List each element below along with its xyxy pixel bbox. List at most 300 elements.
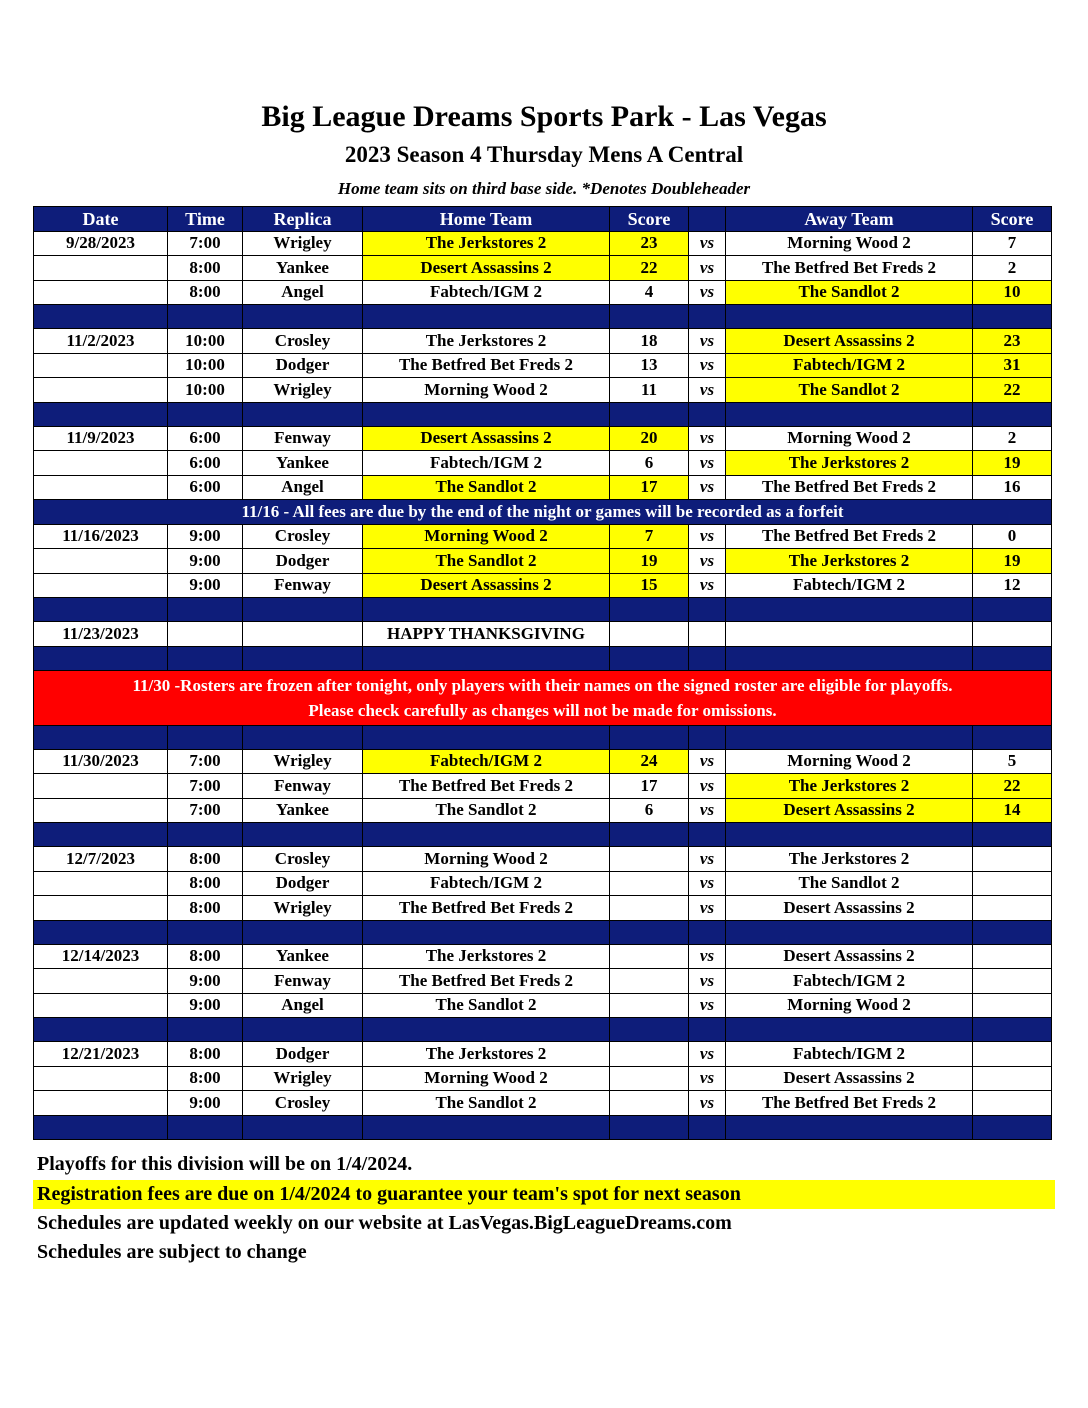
separator-cell [973,823,1052,847]
separator-cell [34,1115,168,1139]
away-score: 19 [973,549,1052,574]
away-score [973,1042,1052,1067]
game-time: 10:00 [168,378,243,403]
separator-cell [168,598,243,622]
game-time: 8:00 [168,896,243,921]
home-team: Fabtech/IGM 2 [363,451,610,476]
game-row [34,749,1052,774]
away-team: The Betfred Bet Freds 2 [726,1091,973,1116]
separator-cell [168,1115,243,1139]
separator-cell [363,305,610,329]
game-row [34,1091,1052,1116]
away-team: Fabtech/IGM 2 [726,353,973,378]
separator-cell [689,725,726,749]
away-team: The Jerkstores 2 [726,549,973,574]
home-team: The Sandlot 2 [363,549,610,574]
fees-notice: 11/16 - All fees are due by the end of the night or games will be recorded as a forfeit [34,500,1052,525]
game-date [34,256,168,281]
game-date: 11/23/2023 [34,622,168,647]
vs-label: vs [689,280,726,305]
game-field: Yankee [243,451,363,476]
separator-row [34,823,1052,847]
away-team: The Jerkstores 2 [726,774,973,799]
game-time: 7:00 [168,231,243,256]
vs-label: vs [689,749,726,774]
game-field: Angel [243,993,363,1018]
separator-cell [689,402,726,426]
vs-label: vs [689,549,726,574]
home-score: 6 [610,798,689,823]
away-score [973,896,1052,921]
game-time: 9:00 [168,549,243,574]
home-team: Morning Wood 2 [363,378,610,403]
game-row [34,378,1052,403]
separator-cell [973,402,1052,426]
game-row [34,798,1052,823]
home-team: The Sandlot 2 [363,798,610,823]
separator-cell [363,598,610,622]
vs-label: vs [689,329,726,354]
game-date: 12/14/2023 [34,944,168,969]
separator-cell [973,646,1052,670]
game-date [34,871,168,896]
home-score [610,847,689,872]
playoffs-note: Playoffs for this division will be on 1/4/2024. [37,1153,413,1175]
home-score [610,871,689,896]
separator-cell [34,305,168,329]
home-team: Morning Wood 2 [363,847,610,872]
col-header-replica: Replica [243,207,363,232]
away-score [973,1066,1052,1091]
separator-cell [726,402,973,426]
col-header-home-team: Home Team [363,207,610,232]
separator-cell [34,823,168,847]
separator-cell [689,598,726,622]
separator-cell [34,402,168,426]
page-title: Big League Dreams Sports Park - Las Vegas [261,100,827,133]
home-team: The Sandlot 2 [363,475,610,500]
away-team: Desert Assassins 2 [726,944,973,969]
game-time [168,622,243,647]
game-field: Yankee [243,256,363,281]
separator-cell [726,725,973,749]
separator-cell [168,305,243,329]
game-date [34,896,168,921]
game-field: Dodger [243,1042,363,1067]
separator-cell [363,920,610,944]
vs-label: vs [689,426,726,451]
vs-label: vs [689,524,726,549]
away-team: Desert Assassins 2 [726,1066,973,1091]
separator-cell [243,920,363,944]
game-time: 9:00 [168,969,243,994]
game-row [34,622,1052,647]
home-team: The Sandlot 2 [363,993,610,1018]
away-team: Desert Assassins 2 [726,896,973,921]
separator-cell [243,402,363,426]
vs-label: vs [689,1091,726,1116]
vs-label: vs [689,847,726,872]
away-score: 23 [973,329,1052,354]
away-score: 31 [973,353,1052,378]
away-team: Morning Wood 2 [726,426,973,451]
separator-cell [726,598,973,622]
game-field: Angel [243,280,363,305]
roster-alert-line-2: Please check carefully as changes will not be made for omissions. [308,700,777,720]
vs-label: vs [689,378,726,403]
separator-cell [168,823,243,847]
away-team: Desert Assassins 2 [726,798,973,823]
game-time: 6:00 [168,426,243,451]
game-date [34,969,168,994]
home-team: Fabtech/IGM 2 [363,280,610,305]
separator-cell [610,920,689,944]
separator-cell [610,598,689,622]
separator-cell [610,646,689,670]
game-row [34,774,1052,799]
game-time: 8:00 [168,256,243,281]
game-row [34,573,1052,598]
game-time: 7:00 [168,798,243,823]
website-note: Schedules are updated weekly on our website at LasVegas.BigLeagueDreams.com [37,1212,732,1234]
home-score: 7 [610,524,689,549]
registration-note: Registration fees are due on 1/4/2024 to guarantee your team's spot for next season [33,1180,1055,1209]
away-score [973,622,1052,647]
home-team: Desert Assassins 2 [363,256,610,281]
game-field: Dodger [243,871,363,896]
separator-cell [610,1115,689,1139]
separator-cell [689,823,726,847]
game-date [34,353,168,378]
separator-cell [168,1018,243,1042]
game-time: 6:00 [168,475,243,500]
away-score: 22 [973,378,1052,403]
away-score: 10 [973,280,1052,305]
game-field: Wrigley [243,378,363,403]
away-team: The Sandlot 2 [726,280,973,305]
vs-label: vs [689,353,726,378]
separator-cell [689,646,726,670]
home-score [610,944,689,969]
separator-cell [168,725,243,749]
separator-cell [973,305,1052,329]
subject-to-change-note: Schedules are subject to change [37,1241,307,1263]
home-team: The Jerkstores 2 [363,231,610,256]
separator-row [34,646,1052,670]
header-row [34,207,1052,232]
away-score [973,993,1052,1018]
separator-cell [610,402,689,426]
separator-cell [243,1018,363,1042]
schedule-body [34,231,1052,1139]
game-time: 9:00 [168,1091,243,1116]
away-team: Fabtech/IGM 2 [726,1042,973,1067]
away-team: Fabtech/IGM 2 [726,969,973,994]
separator-cell [363,1115,610,1139]
home-score: 15 [610,573,689,598]
game-time: 8:00 [168,944,243,969]
notice-row [34,500,1052,525]
separator-cell [34,920,168,944]
game-date: 12/21/2023 [34,1042,168,1067]
game-field: Crosley [243,524,363,549]
game-date [34,1091,168,1116]
game-field: Dodger [243,353,363,378]
separator-cell [689,1115,726,1139]
game-field: Fenway [243,969,363,994]
away-score: 7 [973,231,1052,256]
home-team: Desert Assassins 2 [363,573,610,598]
away-team: The Jerkstores 2 [726,451,973,476]
vs-label: vs [689,451,726,476]
separator-cell [610,305,689,329]
vs-label: vs [689,256,726,281]
game-date: 9/28/2023 [34,231,168,256]
home-team-note: Home team sits on third base side. *Denotes Doubleheader [337,179,751,198]
separator-cell [168,920,243,944]
game-row [34,549,1052,574]
game-time: 8:00 [168,280,243,305]
game-row [34,896,1052,921]
separator-cell [243,823,363,847]
vs-label: vs [689,573,726,598]
game-field: Crosley [243,1091,363,1116]
home-team: Desert Assassins 2 [363,426,610,451]
separator-row [34,1115,1052,1139]
home-score: 17 [610,475,689,500]
separator-cell [973,920,1052,944]
vs-label: vs [689,231,726,256]
away-team: The Sandlot 2 [726,378,973,403]
roster-alert [34,670,1052,725]
home-team: The Sandlot 2 [363,1091,610,1116]
game-date: 12/7/2023 [34,847,168,872]
page-subtitle: 2023 Season 4 Thursday Mens A Central [344,142,744,167]
away-score: 19 [973,451,1052,476]
separator-cell [363,402,610,426]
game-time: 6:00 [168,451,243,476]
separator-cell [726,305,973,329]
game-row [34,969,1052,994]
vs-label: vs [689,896,726,921]
away-score [973,1091,1052,1116]
home-score: 6 [610,451,689,476]
away-score [973,847,1052,872]
separator-cell [363,725,610,749]
game-date: 11/2/2023 [34,329,168,354]
separator-row [34,305,1052,329]
vs-label: vs [689,993,726,1018]
vs-label: vs [689,1042,726,1067]
home-score [610,969,689,994]
game-row [34,1042,1052,1067]
game-row [34,1066,1052,1091]
home-score [610,622,689,647]
separator-cell [726,1018,973,1042]
away-score [973,969,1052,994]
away-team: The Jerkstores 2 [726,847,973,872]
away-team: The Betfred Bet Freds 2 [726,256,973,281]
roster-alert-line-1: 11/30 -Rosters are frozen after tonight, only players with their names on the signed roster are eligible for playoffs. [132,675,953,695]
game-row [34,871,1052,896]
away-team: Fabtech/IGM 2 [726,573,973,598]
away-score: 2 [973,256,1052,281]
separator-cell [168,646,243,670]
away-score: 2 [973,426,1052,451]
home-team: The Jerkstores 2 [363,944,610,969]
game-date: 11/9/2023 [34,426,168,451]
home-score [610,1042,689,1067]
separator-cell [973,1018,1052,1042]
away-team: The Betfred Bet Freds 2 [726,524,973,549]
game-field: Yankee [243,798,363,823]
home-score [610,896,689,921]
home-team: Morning Wood 2 [363,1066,610,1091]
game-time: 8:00 [168,1042,243,1067]
game-time: 9:00 [168,993,243,1018]
separator-cell [34,646,168,670]
game-row [34,329,1052,354]
game-date [34,774,168,799]
separator-cell [34,725,168,749]
separator-row [34,725,1052,749]
game-field: Crosley [243,847,363,872]
away-team: Morning Wood 2 [726,993,973,1018]
game-row [34,426,1052,451]
col-header-date: Date [34,207,168,232]
game-row [34,451,1052,476]
game-field: Fenway [243,573,363,598]
col-header-away-team: Away Team [726,207,973,232]
home-score: 20 [610,426,689,451]
game-time: 10:00 [168,329,243,354]
game-date [34,549,168,574]
game-row [34,353,1052,378]
game-date: 11/30/2023 [34,749,168,774]
away-team: Desert Assassins 2 [726,329,973,354]
separator-cell [243,305,363,329]
separator-cell [610,823,689,847]
away-score [973,944,1052,969]
home-score: 11 [610,378,689,403]
home-team: HAPPY THANKSGIVING [363,622,610,647]
away-team [726,622,973,647]
game-time: 7:00 [168,774,243,799]
game-time: 9:00 [168,524,243,549]
away-score: 16 [973,475,1052,500]
separator-cell [243,598,363,622]
away-score [973,871,1052,896]
separator-row [34,402,1052,426]
game-row [34,524,1052,549]
vs-label: vs [689,1066,726,1091]
home-team: The Jerkstores 2 [363,1042,610,1067]
home-team: The Betfred Bet Freds 2 [363,969,610,994]
game-date: 11/16/2023 [34,524,168,549]
home-team: The Jerkstores 2 [363,329,610,354]
game-time: 8:00 [168,847,243,872]
vs-label [689,622,726,647]
vs-label: vs [689,969,726,994]
separator-cell [243,1115,363,1139]
separator-cell [34,598,168,622]
away-score: 0 [973,524,1052,549]
home-team: The Betfred Bet Freds 2 [363,353,610,378]
away-team: The Sandlot 2 [726,871,973,896]
separator-cell [243,725,363,749]
game-field: Wrigley [243,231,363,256]
game-row [34,256,1052,281]
game-field: Crosley [243,329,363,354]
game-field: Dodger [243,549,363,574]
game-field: Yankee [243,944,363,969]
vs-label: vs [689,774,726,799]
home-score [610,1066,689,1091]
game-date [34,451,168,476]
game-time: 10:00 [168,353,243,378]
game-field: Fenway [243,426,363,451]
home-team: The Betfred Bet Freds 2 [363,774,610,799]
game-date [34,993,168,1018]
home-score [610,1091,689,1116]
separator-row [34,1018,1052,1042]
separator-cell [363,646,610,670]
col-header-away-score: Score [973,207,1052,232]
game-row [34,847,1052,872]
col-header-vs [689,207,726,232]
game-row [34,231,1052,256]
home-score: 4 [610,280,689,305]
vs-label: vs [689,871,726,896]
game-date [34,378,168,403]
home-team: Morning Wood 2 [363,524,610,549]
game-field: Wrigley [243,749,363,774]
game-row [34,280,1052,305]
game-field: Angel [243,475,363,500]
away-team: Morning Wood 2 [726,749,973,774]
home-score: 22 [610,256,689,281]
home-score: 18 [610,329,689,354]
separator-cell [34,1018,168,1042]
away-team: Morning Wood 2 [726,231,973,256]
home-score [610,993,689,1018]
vs-label: vs [689,475,726,500]
game-row [34,993,1052,1018]
separator-cell [689,305,726,329]
game-time: 7:00 [168,749,243,774]
separator-cell [689,1018,726,1042]
separator-cell [168,402,243,426]
game-date [34,798,168,823]
home-score: 23 [610,231,689,256]
separator-cell [973,725,1052,749]
game-row [34,475,1052,500]
game-date [34,573,168,598]
separator-cell [726,823,973,847]
separator-cell [243,646,363,670]
col-header-time: Time [168,207,243,232]
away-score: 12 [973,573,1052,598]
separator-cell [363,1018,610,1042]
away-score: 14 [973,798,1052,823]
separator-cell [726,1115,973,1139]
away-team: The Betfred Bet Freds 2 [726,475,973,500]
game-field: Wrigley [243,896,363,921]
separator-cell [689,920,726,944]
separator-cell [973,598,1052,622]
home-score: 13 [610,353,689,378]
vs-label: vs [689,798,726,823]
